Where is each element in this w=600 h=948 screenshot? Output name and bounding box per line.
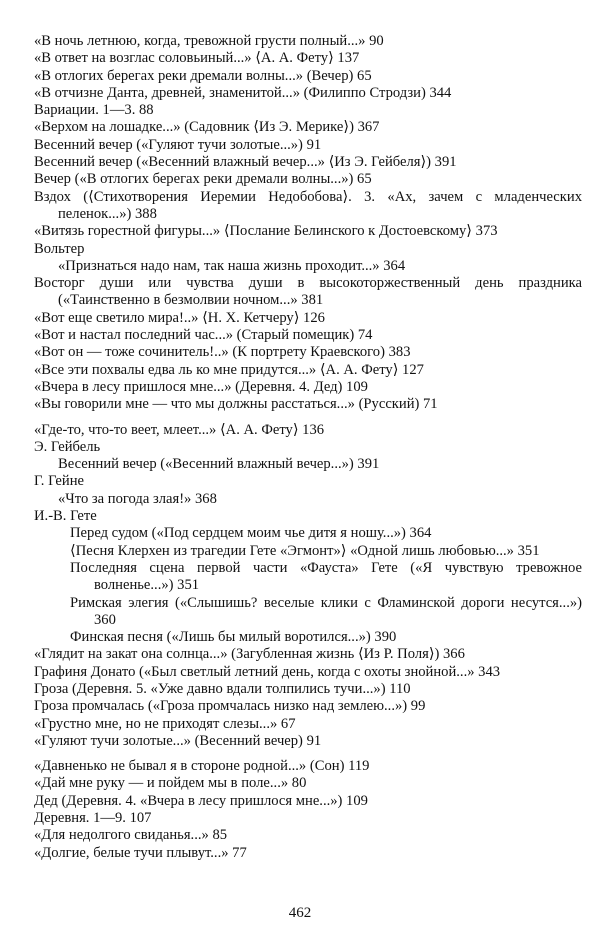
index-author-heading: Вольтер [34,240,85,257]
index-entry: Весенний вечер («Гуляют тучи золотые...») 91 [34,136,322,153]
index-entry: «Для недолгого свиданья...» 85 [34,827,228,844]
index-entry: «Глядит на закат она солнца...» (Загубленная жизнь ⟨Из Р. Поля⟩) 366 [34,646,465,663]
index-author-heading: Г. Гейне [34,473,84,490]
index-entry: «Вот и настал последний час...» (Старый помещик) 74 [34,327,373,344]
index-entry: «Вчера в лесу пришлося мне...» (Деревня. 4. Дед) 109 [34,378,368,395]
alphabetical-index [34,33,582,862]
index-entry: «Где-то, что-то веет, млеет...» ⟨А. А. Фету⟩ 136 [34,421,325,438]
index-entry: «В отлогих берегах реки дремали волны...» (Вечер) 65 [34,67,372,84]
index-entry: «В ответ на возглас соловьиный...» ⟨А. А. Фету⟩ 137 [34,50,360,67]
index-subentry: Финская песня («Лишь бы милый воротился...») 390 [70,629,397,646]
index-subentry: ⟨Песня Клерхен из трагедии Гете «Эгмонт»⟩ «Одной лишь любовью...» 351 [70,542,540,559]
index-entry: Гроза (Деревня. 5. «Уже давно вдали толпились тучи...») 110 [34,680,411,697]
index-entry: «Вы говорили мне — что мы должны расстаться...» (Русский) 71 [34,396,438,413]
index-subentry: Весенний вечер («Весенний влажный вечер...») 391 [58,456,380,473]
index-entry: Вариации. 1—3. 88 [34,102,154,119]
index-entry: «Дай мне руку — и пойдем мы в поле...» 80 [34,775,307,792]
index-entry: «Долгие, белые тучи плывут...» 77 [34,844,247,861]
index-entry: Деревня. 1—9. 107 [34,810,152,827]
index-entry: «Давненько не бывал я в стороне родной...» (Сон) 119 [34,758,370,775]
index-entry: «Гуляют тучи золотые...» (Весенний вечер) 91 [34,732,322,749]
index-subentry: «Признаться надо нам, так наша жизнь проходит...» 364 [58,257,406,274]
index-entry: Весенний вечер («Весенний влажный вечер...» ⟨Из Э. Гейбеля⟩) 391 [34,154,457,171]
index-subentry: Перед судом («Под сердцем моим чье дитя я ношу...») 364 [70,525,432,542]
index-entry: «Верхом на лошадке...» (Садовник ⟨Из Э. Мерике⟩) 367 [34,119,380,136]
page-number: 462 [288,905,312,921]
index-entry: Графиня Донато («Был светлый летний день, когда с охоты знойной...» 343 [34,663,501,680]
index-entry: Гроза промчалась («Гроза промчалась низко над землею...») 99 [34,698,426,715]
index-entry: «Вот он — тоже сочинитель!..» (К портрету Краевского) 383 [34,344,411,361]
letter-group-gap [34,414,582,422]
index-entry: «В отчизне Данта, древней, знаменитой...» (Филиппо Стродзи) 344 [34,84,452,101]
index-entry: Вечер («В отлогих берегах реки дремали волны...») 65 [34,171,372,188]
index-entry: «Грустно мне, но не приходят слезы...» 67 [34,715,296,732]
index-entry: «В ночь летнюю, когда, тревожной грусти полный...» 90 [34,33,384,49]
index-subentry: «Что за погода злая!» 368 [58,490,217,507]
index-author-heading: Э. Гейбель [34,438,101,455]
index-subentry: Римская элегия («Слышишь? веселые клики с Фламинской дороги несутся...») 360 [70,594,582,628]
index-entry: Восторг души или чувства души в высокоторжественный день праздника («Таинственно в безмолвии ночном...» 381 [34,275,582,309]
index-entry: «Вот еще светило мира!..» ⟨Н. Х. Кетчеру⟩ 126 [34,309,325,326]
index-author-heading: И.-В. Гете [34,508,97,525]
index-entry: «Витязь горестной фигуры...» ⟨Послание Белинского к Достоевскому⟩ 373 [34,223,498,240]
index-entry: Вздох (⟨Стихотворения Иеремии Недобобова⟩. 3. «Ах, зачем с младенческих пеленок...») 388 [34,188,582,222]
index-entry: Дед (Деревня. 4. «Вчера в лесу пришлося мне...») 109 [34,792,368,809]
letter-group-gap [34,750,582,758]
index-subentry: Последняя сцена первой части «Фауста» Гете («Я чувствую тревожное волненье...») 351 [70,559,582,594]
index-entry: «Все эти похвалы едва ль ко мне придутся...» ⟨А. А. Фету⟩ 127 [34,361,424,378]
